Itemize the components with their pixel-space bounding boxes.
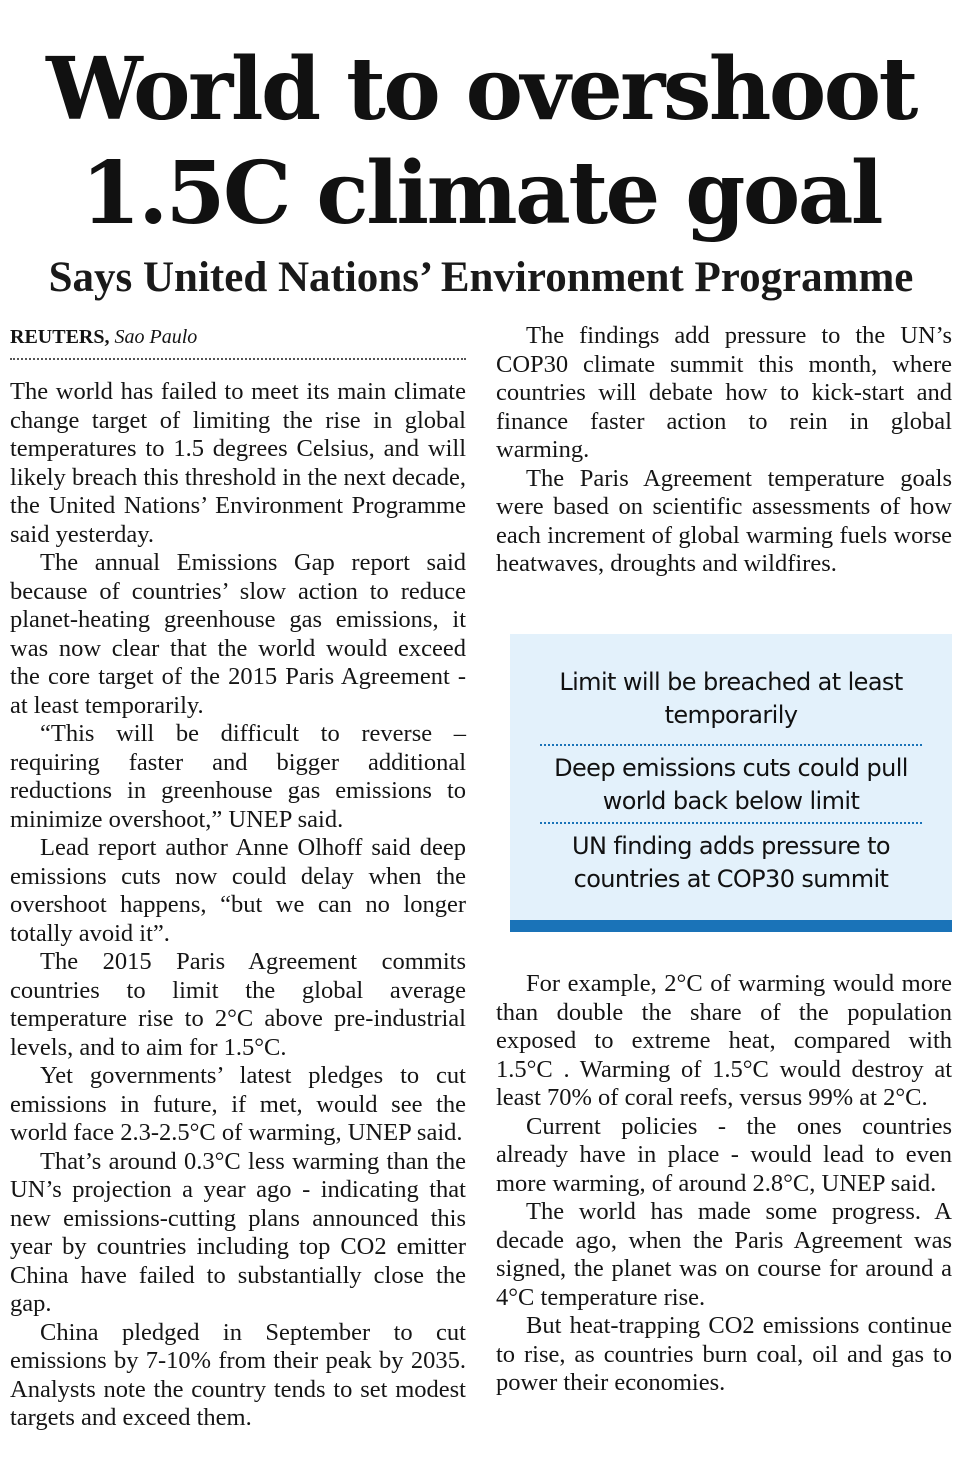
paragraph: The world has failed to meet its main climate change target of limiting the rise in global temperatures to 1.5 degrees Celsius, and will likely breach this threshold in the next decade, the United Nations’ Environment Programme said yesterday. [10,378,466,548]
paragraph: The 2015 Paris Agreement commits countries to limit the global average temperature rise to 2°C above pre-industrial levels, and to aim for 1.5°C. [10,948,466,1061]
paragraph: Yet governments’ latest pledges to cut emissions in future, if met, would see the world face 2.3-2.5°C of warming, UNEP said. [10,1062,466,1146]
key-point: Deep emissions cuts could pull world back below limit [540,744,922,818]
headline-line-2: 1.5C climate goal [80,143,882,244]
byline [10,324,466,360]
key-point: UN finding adds pressure to countries at COP30 summit [540,822,922,896]
key-point: Limit will be breached at least temporarily [559,668,903,729]
paragraph: But heat-trapping CO2 emissions continue to rise, as countries burn coal, oil and gas to power their economies. [496,1312,952,1396]
headline-line-1: World to overshoot [46,39,916,140]
paragraph: The Paris Agreement temperature goals were based on scientific assessments of how each increment of global warming fuels worse heatwaves, droughts and wildfires. [496,464,952,577]
left-column [10,378,466,1433]
headline [0,38,962,246]
right-column-top [496,322,952,579]
byline-dateline: Sao Paulo [114,326,198,348]
key-points-box [510,634,952,932]
right-column-bottom [496,970,952,1398]
paragraph: For example, 2°C of warming would more than double the share of the population exposed to extreme heat, compared with 1.5°C . Warming of 1.5°C would destroy at least 70% of coral reefs, versus 99% at 2°C. [496,970,952,1111]
paragraph: “This will be difficult to reverse – requiring faster and bigger additional reductions in greenhouse gas emissions to minimize overshoot,” UNEP said. [10,720,466,833]
byline-agency: REUTERS, [10,326,110,348]
paragraph: That’s around 0.3°C less warming than the UN’s projection a year ago - indicating that new emissions-cutting plans announced this year by countries including top CO2 emitter China have failed to substantially close the gap. [10,1147,466,1317]
subheadline: Says United Nations’ Environment Programme [48,254,914,301]
paragraph: The findings add pressure to the UN’s COP30 climate summit this month, where countries will debate how to kick-start and finance faster action to rein in global warming. [496,322,952,463]
paragraph: Current policies - the ones countries already have in place - would lead to even more warming, of around 2.8°C, UNEP said. [496,1112,952,1197]
paragraph: China pledged in September to cut emissions by 7-10% from their peak by 2035. Analysts note the country tends to set modest targets and exceed them. [10,1318,466,1431]
paragraph: The world has made some progress. A decade ago, when the Paris Agreement was signed, the planet was on course for around a 4°C temperature rise. [496,1198,952,1311]
paragraph: The annual Emissions Gap report said because of countries’ slow action to reduce planet-heating greenhouse gas emissions, it was now clear that the world would exceed the core target of the 2015 Paris Agreement - at least temporarily. [10,549,466,719]
paragraph: Lead report author Anne Olhoff said deep emissions cuts now could delay when the overshoot happens, “but we can no longer totally avoid it”. [10,834,466,947]
